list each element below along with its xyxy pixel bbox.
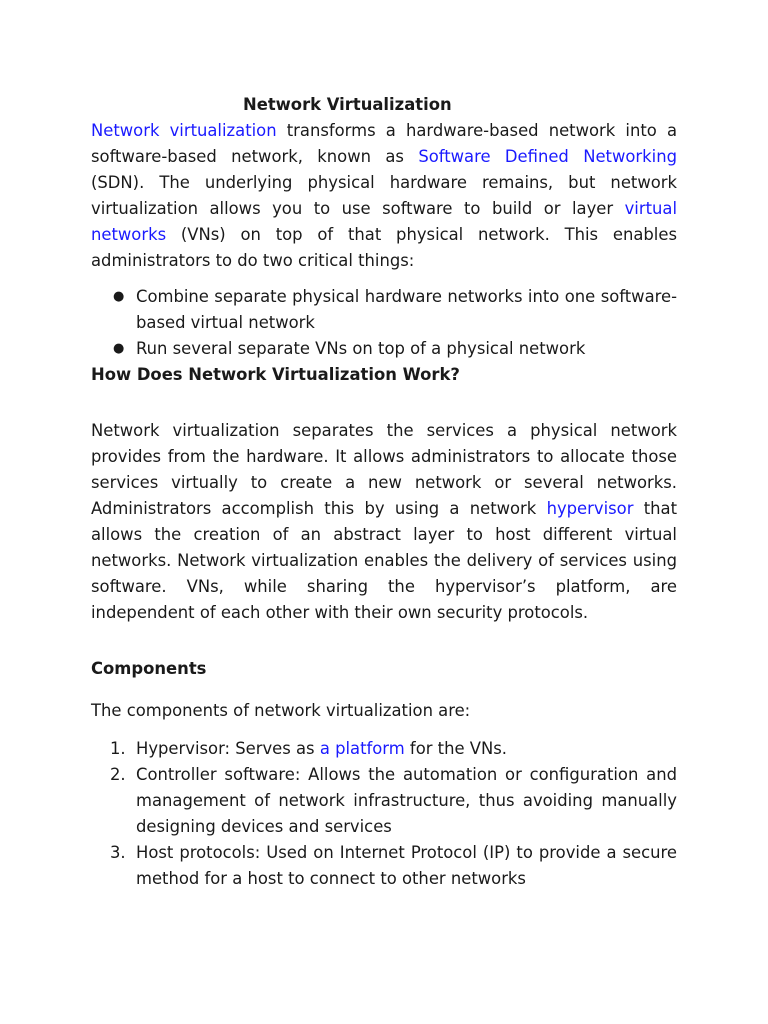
bullet-text: Run several separate VNs on top of a physical network xyxy=(136,339,586,358)
link-software-defined-networking[interactable]: Software Defined Networking xyxy=(418,147,677,166)
bullet-text: Combine separate physical hardware networks into one software-based virtual network xyxy=(136,287,677,332)
components-heading: Components xyxy=(91,659,207,678)
document-page xyxy=(91,92,677,892)
component-text-2: for the VNs. xyxy=(404,739,508,758)
intro-paragraph xyxy=(91,118,677,274)
list-item xyxy=(91,336,677,362)
component-text-1: Host protocols: Used on Internet Protocol (IP) to provide a secure method for a host to connect to other networks xyxy=(136,843,677,888)
link-hypervisor[interactable]: hypervisor xyxy=(546,499,634,518)
bullet-icon: ● xyxy=(113,341,125,356)
how-text-1: Network virtualization separates the services a physical network provides from the hardware. It allows administrators to allocate those services virtually to create a new network or several networks. Administrators accomplish this by using a network xyxy=(91,421,677,518)
components-list xyxy=(91,736,677,892)
list-item xyxy=(91,284,677,336)
intro-text-2: (SDN). The underlying physical hardware remains, but network virtualization allows you to use software to build or layer xyxy=(91,173,677,218)
how-paragraph xyxy=(91,418,677,626)
intro-text-3: (VNs) on top of that physical network. This enables administrators to do two critical things: xyxy=(91,225,677,270)
document-title: Network Virtualization xyxy=(243,95,452,114)
list-item xyxy=(91,736,677,762)
list-number: 1. xyxy=(110,739,126,758)
list-number: 3. xyxy=(110,843,126,862)
component-text-1: Hypervisor: Serves as xyxy=(136,739,320,758)
bullet-icon: ● xyxy=(113,289,125,304)
link-network-virtualization[interactable]: Network virtualization xyxy=(91,121,277,140)
list-item xyxy=(91,762,677,840)
components-intro: The components of network virtualization are: xyxy=(91,701,471,720)
list-item xyxy=(91,840,677,892)
link-a-platform[interactable]: a platform xyxy=(319,739,405,758)
how-heading: How Does Network Virtualization Work? xyxy=(91,365,460,384)
link-virtual-networks[interactable]: virtual networks xyxy=(91,199,677,244)
bullet-list xyxy=(91,284,677,362)
component-text-1: Controller software: Allows the automation or configuration and management of network infrastructure, thus avoiding manually designing devices and services xyxy=(136,765,677,836)
how-text-2: that allows the creation of an abstract layer to host different virtual networks. Network virtualization enables the delivery of services using software. VNs, while sharing the hypervisor’s platform, are independent of each other with their own security protocols. xyxy=(91,499,678,622)
list-number: 2. xyxy=(110,765,126,784)
intro-text-1: transforms a hardware-based network into a software-based network, known as xyxy=(91,121,677,166)
